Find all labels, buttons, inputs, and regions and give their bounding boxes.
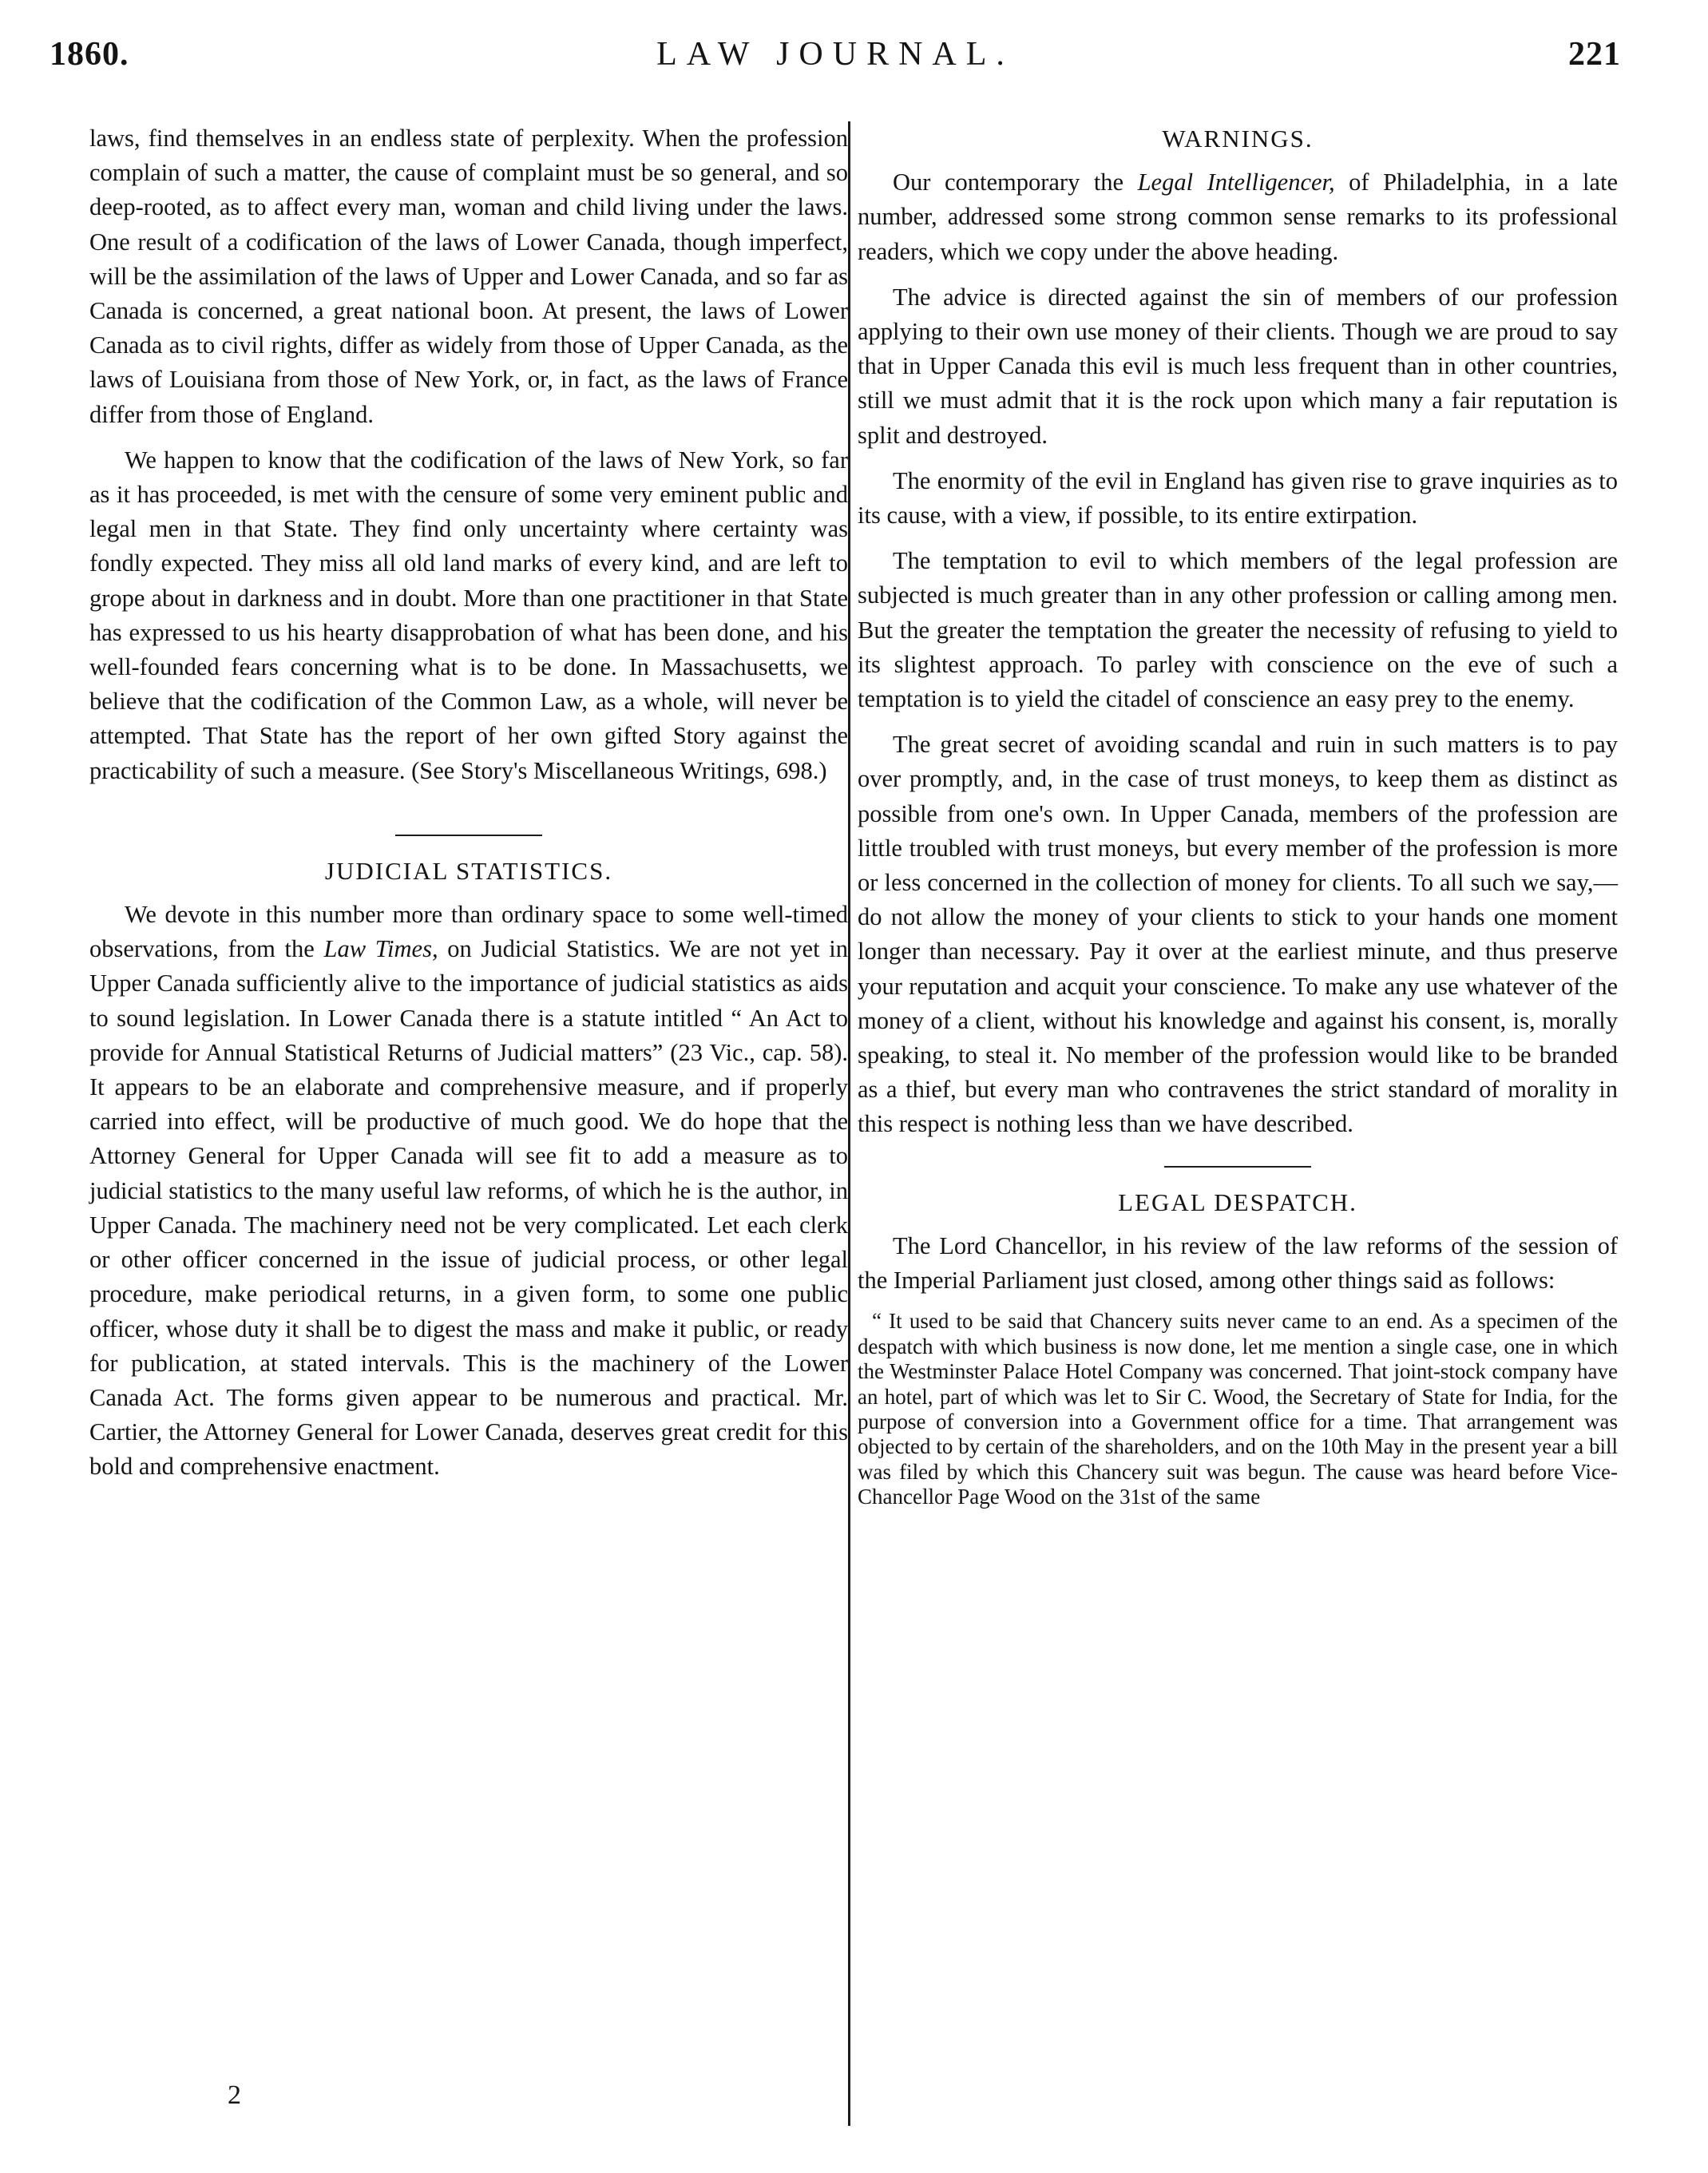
journal-title: LAW JOURNAL. bbox=[656, 36, 1014, 73]
heading-warnings: WARNINGS. bbox=[1162, 125, 1314, 153]
paragraph-warnings: The advice is directed against the sin of members of our profession applying to their own use money of their clients. Though we are proud to say that in Upper Canada this evil is much less frequent than in other countries, still we must admit that it is the rock upon which many a fair reputation is split and destroyed. bbox=[858, 283, 1618, 449]
section-rule bbox=[1164, 1166, 1311, 1168]
quote-lord-chancellor: “ It used to be said that Chancery suits never came to an end. As a specimen of the despatch with which business is now done, let me mention a single case, one in which the Westminster Palace Hotel Company was concerned. That joint-stock company have an hotel, part of which was let to Sir C. Wood, the Secretary of State for India, for the purpose of conversion into a Government office for a time. That arrangement was objected to by certain of the shareholders, and on the 10th May in the present year a bill was filed by which this Chancery suit was begun. The cause was heard before Vice-Chancellor Page Wood on the 31st of the same bbox=[858, 1309, 1618, 1509]
heading-legal-despatch: LEGAL DESPATCH. bbox=[1118, 1188, 1357, 1216]
paragraph-judicial-statistics bbox=[89, 898, 848, 1484]
paragraph-legal-despatch: The Lord Chancellor, in his review of the law reforms of the session of the Imperial Parliament just closed, among other things said as follows: bbox=[858, 1231, 1618, 1295]
page-number: 221 bbox=[1568, 36, 1621, 73]
text-run: We devote in this number more than ordinary space to some well-timed observations, from the bbox=[89, 901, 848, 963]
page-header bbox=[50, 35, 1621, 96]
text-run: of Philadelphia, in a late number, addressed some strong common sense remarks to its professional readers, which we copy under the above heading. bbox=[858, 169, 1618, 265]
right-column bbox=[858, 121, 1618, 1510]
left-column bbox=[89, 121, 848, 1496]
heading-judicial-statistics: JUDICIAL STATISTICS. bbox=[324, 856, 613, 885]
column-divider bbox=[848, 121, 850, 2126]
section-rule bbox=[395, 835, 542, 836]
text-run: Our contemporary the bbox=[893, 169, 1138, 196]
paragraph-warnings: The temptation to evil to which members of the legal profession are subjected is much greater than in any other profession or calling among men. But the greater the temptation the greater the necessity of refusing to yield to its slightest approach. To parley with conscience on the eve of such a temptation is to yield the citadel of conscience an easy prey to the enemy. bbox=[858, 547, 1618, 713]
publication-title: Law Times, bbox=[323, 935, 438, 963]
text-run: on Judicial Statistics. We are not yet in Upper Canada sufficiently alive to the importance of judicial statistics as aids to sound legislation. In Lower Canada there is a statute intitled “ An Act to provide for Annual Statistical Returns of Judicial matters” (23 Vic., cap. 58). It appears to be an elaborate and comprehensive measure, and if properly carried into effect, will be productive of much good. We do hope that the Attorney General for Upper Canada will see fit to add a measure as to judicial statistics to the many useful law reforms, of which he is the author, in Upper Canada. The machinery need not be very complicated. Let each clerk or other officer concerned in the issue of judicial process, or other legal procedure, make periodical returns, in a given form, to some one public officer, whose duty it shall be to digest the mass and make it public, or ready for publication, at stated intervals. This is the machinery of the Lower Canada Act. The forms given appear to be numerous and practical. Mr. Cartier, the Attorney General for Lower Canada, deserves great credit for this bold and comprehensive enactment. bbox=[89, 935, 848, 1481]
paragraph-warnings: The enormity of the evil in England has given rise to grave inquiries as to its cause, with a view, if possible, to its entire extirpation. bbox=[858, 466, 1618, 529]
header-year: 1860. bbox=[50, 36, 129, 73]
paragraph-new-york: We happen to know that the codification of the laws of New York, so far as it has proceeded, is met with the censure of some very eminent public and legal men in that State. They find only uncertainty where certainty was fondly expected. They miss all old land marks of every kind, and are left to grope about in darkness and in doubt. More than one practitioner in that State has expressed to us his hearty disapprobation of what has been done, and his well-founded fears concerning what is to be done. In Massachusetts, we believe that the codification of the Common Law, as a whole, will never be attempted. That State has the report of her own gifted Story against the practicability of such a measure. (See Story's Miscellaneous Writings, 698.) bbox=[89, 446, 848, 784]
signature-mark: 2 bbox=[228, 2080, 241, 2110]
paragraph-warnings-intro bbox=[858, 165, 1618, 269]
paragraph-warnings: The great secret of avoiding scandal and ruin in such matters is to pay over promptly, and, in the case of trust moneys, to keep them as distinct as possible from one's own. In Upper Canada, members of the profession are little troubled with trust moneys, but every member of the profession is more or less concerned in the collection of money for clients. To all such we say,—do not allow the money of your clients to stick to your hands one moment longer than necessary. Pay it over at the earliest minute, and thus preserve your reputation and acquit your conscience. To make any use whatever of the money of a client, without his knowledge and against his consent, is, morally speaking, to steal it. No member of the profession would like to be branded as a thief, but every man who contravenes the strict standard of morality in this respect is nothing less than we have described. bbox=[858, 731, 1618, 1138]
publication-title: Legal Intelligencer, bbox=[1137, 169, 1335, 196]
paragraph-codification: laws, find themselves in an endless state of perplexity. When the profession complain of such a matter, the cause of complaint must be so general, and so deep-rooted, as to affect every man, woman and child living under the laws. One result of a codification of the laws of Lower Canada, though imperfect, will be the assimilation of the laws of Upper and Lower Canada, and so far as Canada is concerned, a great national boon. At present, the laws of Lower Canada as to civil rights, differ as widely from those of Upper Canada, as the laws of Louisiana from those of New York, or, in fact, as the laws of France differ from those of England. bbox=[89, 125, 848, 428]
